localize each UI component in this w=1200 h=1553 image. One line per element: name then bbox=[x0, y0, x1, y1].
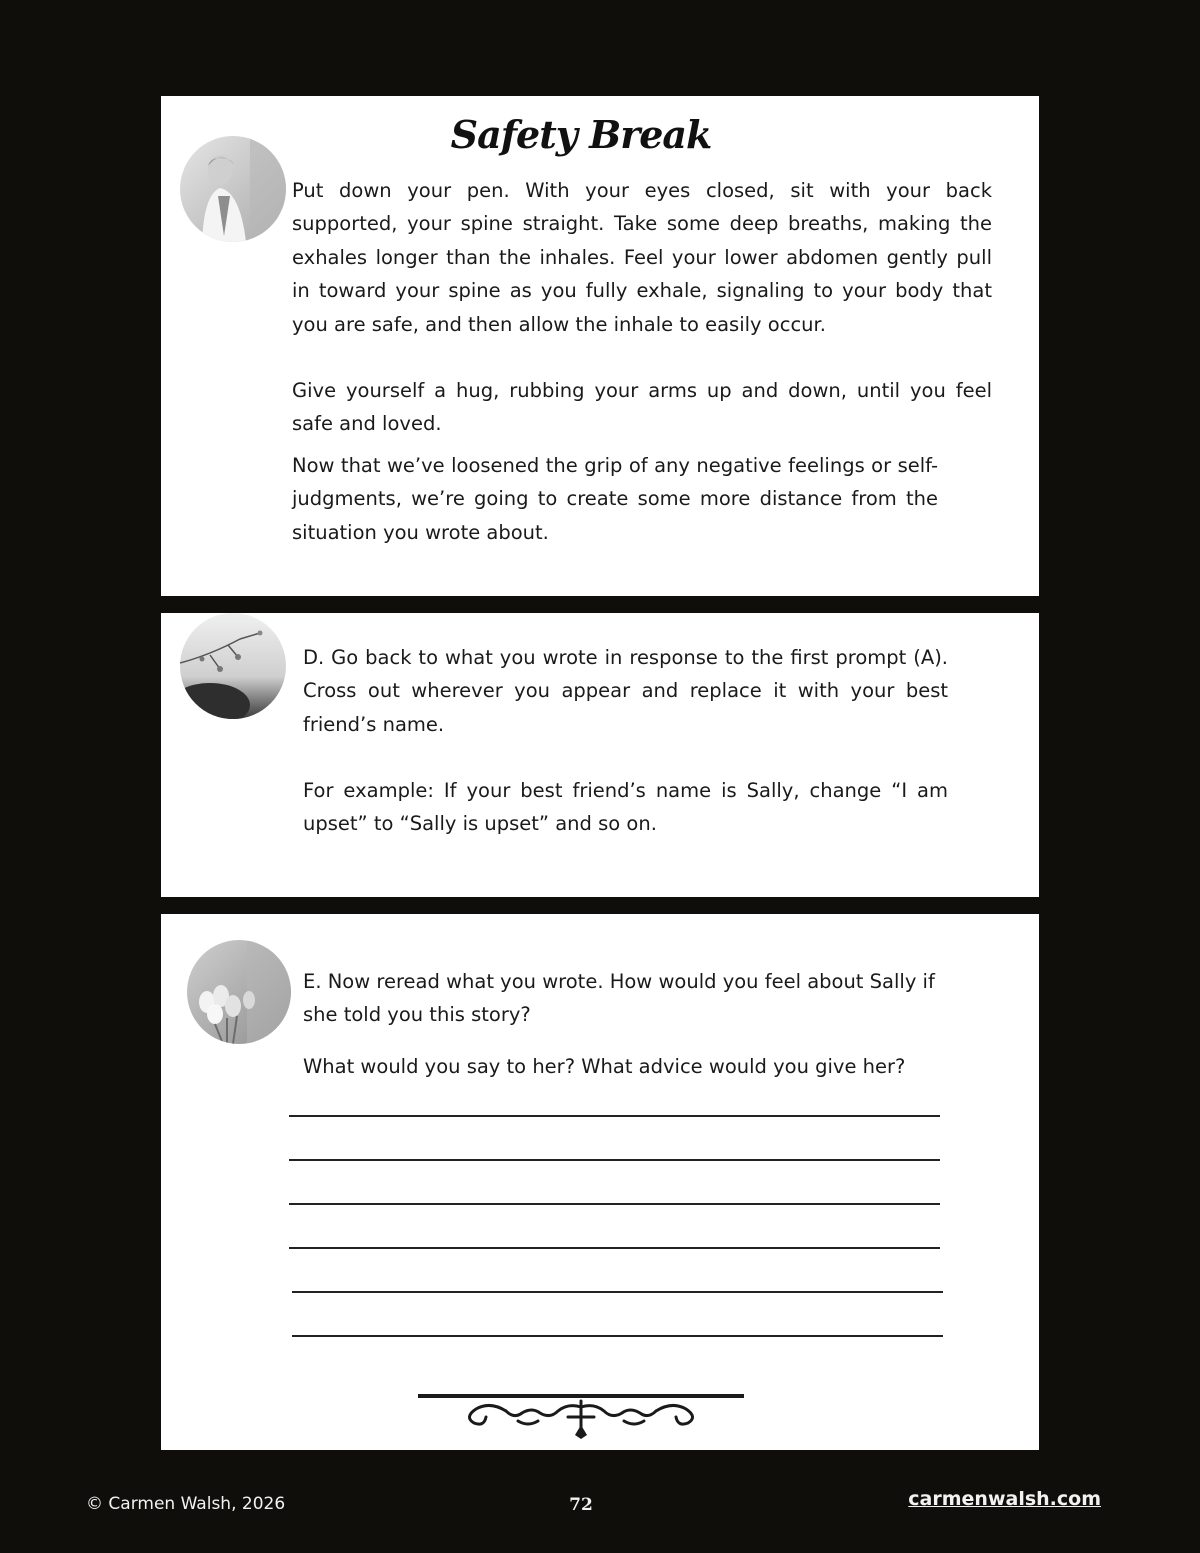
safety-break-card bbox=[161, 96, 1039, 596]
answer-line[interactable] bbox=[289, 1203, 940, 1205]
ornamental-flourish-icon bbox=[418, 1391, 744, 1441]
answer-line[interactable] bbox=[292, 1335, 943, 1337]
prompt-e-card bbox=[161, 914, 1039, 1450]
prompt-d-card bbox=[161, 613, 1039, 897]
answer-line[interactable] bbox=[289, 1159, 940, 1161]
prompt-d-paragraph-1: D. Go back to what you wrote in response to the first prompt (A). Cross out wherever you appear and replace it with your best friend’s name. bbox=[303, 646, 948, 736]
website-link[interactable]: carmenwalsh.com bbox=[908, 1488, 1101, 1510]
page-number: 72 bbox=[569, 1495, 593, 1515]
branch-blossom-photo bbox=[180, 613, 286, 719]
answer-line[interactable] bbox=[292, 1291, 943, 1293]
safety-break-paragraph-1: Put down your pen. With your eyes closed, sit with your back supported, your spine straight. Take some deep breaths, making the exhales longer than the inhales. Feel your lower abdomen gently pull in toward your spine as you fully exhale, signaling to your body that you are safe, and then allow the inhale to easily occur. bbox=[292, 179, 992, 336]
answer-line[interactable] bbox=[289, 1247, 940, 1249]
tulip-bouquet-photo bbox=[187, 940, 291, 1044]
safety-break-paragraph-3: Now that we’ve loosened the grip of any negative feelings or self-judgments, we’re going to create some more distance from the situation you wrote about. bbox=[292, 454, 938, 544]
safety-break-title: Safety Break bbox=[450, 112, 712, 157]
prompt-e-paragraph-2: What would you say to her? What advice would you give her? bbox=[303, 1055, 906, 1078]
prompt-e-paragraph-1: E. Now reread what you wrote. How would you feel about Sally if she told you this story? bbox=[303, 970, 935, 1027]
answer-line[interactable] bbox=[289, 1115, 940, 1117]
prompt-d-paragraph-2: For example: If your best friend’s name is Sally, change “I am upset” to “Sally is upset” and so on. bbox=[303, 779, 948, 836]
copyright-text: © Carmen Walsh, 2026 bbox=[86, 1494, 286, 1514]
safety-break-paragraph-2: Give yourself a hug, rubbing your arms up and down, until you feel safe and loved. bbox=[292, 379, 992, 436]
